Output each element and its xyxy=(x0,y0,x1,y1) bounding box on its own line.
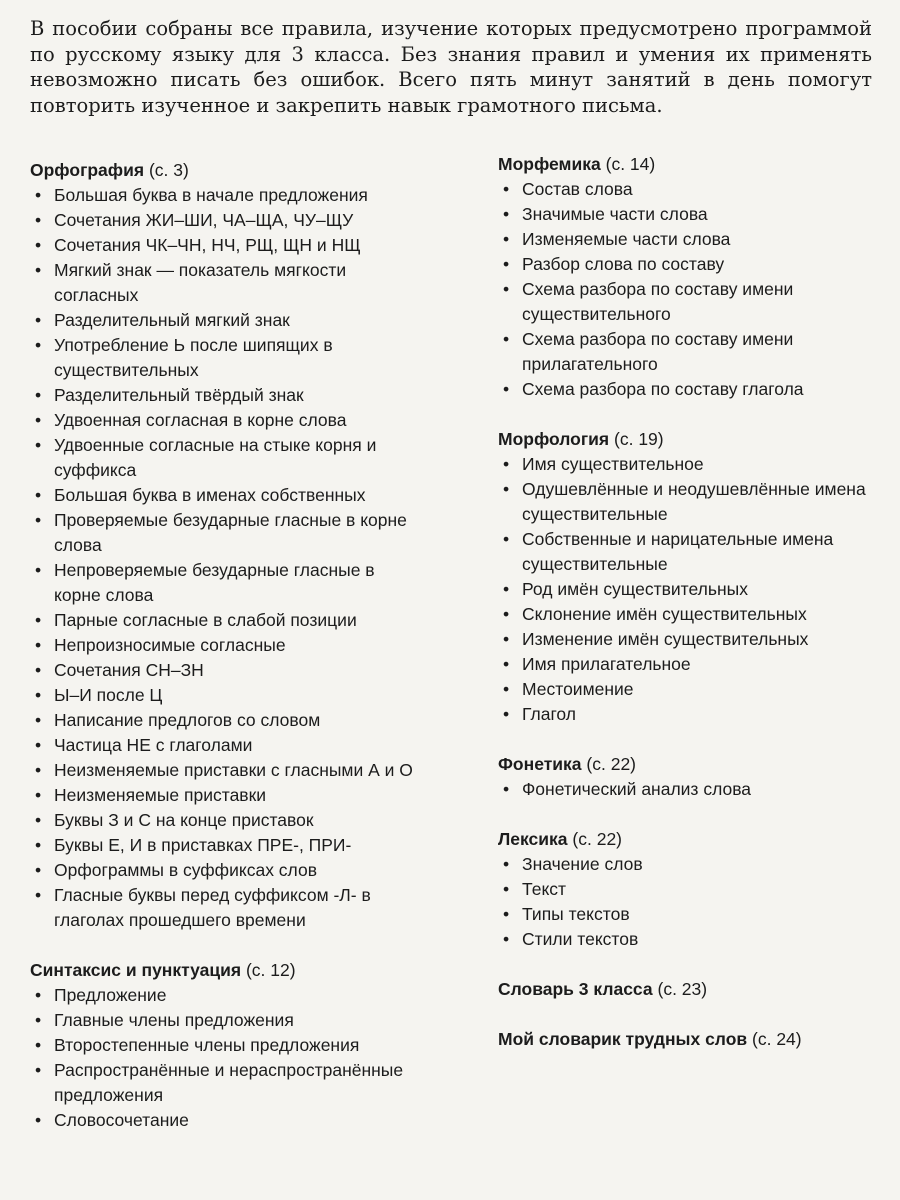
list-item xyxy=(30,433,404,483)
list-item xyxy=(498,452,888,477)
list-item xyxy=(498,202,888,227)
list-item xyxy=(30,333,374,383)
bullet-icon: • xyxy=(35,210,42,230)
list-item-text: Второстепенные члены предложения xyxy=(54,1035,360,1055)
bullet-icon: • xyxy=(35,810,42,830)
list-item xyxy=(30,758,470,783)
section-page-ref: (с. 22) xyxy=(586,754,637,774)
bullet-icon: • xyxy=(35,760,42,780)
list-item xyxy=(498,602,888,627)
list-item xyxy=(30,683,470,708)
section-page-ref: (с. 23) xyxy=(657,979,708,999)
bullet-icon: • xyxy=(503,254,510,274)
list-item-text: Парные согласные в слабой позиции xyxy=(54,610,357,630)
list-item xyxy=(498,877,888,902)
list-item xyxy=(30,708,470,733)
section-page-ref: (с. 22) xyxy=(572,829,623,849)
bullet-icon: • xyxy=(35,1060,42,1080)
list-item xyxy=(498,902,888,927)
list-item xyxy=(30,1058,454,1108)
list-item xyxy=(30,508,454,558)
bullet-icon: • xyxy=(35,1010,42,1030)
list-item xyxy=(30,558,414,608)
right-column xyxy=(498,152,888,1052)
left-column xyxy=(30,158,470,1133)
bullet-icon: • xyxy=(503,904,510,924)
list-item xyxy=(30,858,470,883)
list-item-text: Сочетания ЖИ–ШИ, ЧА–ЩА, ЧУ–ЩУ xyxy=(54,210,354,230)
section-syntax xyxy=(30,958,470,1133)
list-item xyxy=(498,227,888,252)
section-morphemics xyxy=(498,152,888,402)
bullet-icon: • xyxy=(35,985,42,1005)
section-title: Мой словарик трудных слов xyxy=(498,1029,748,1049)
section-heading xyxy=(30,958,470,983)
list-item-text: Разделительный твёрдый знак xyxy=(54,385,304,405)
list-item xyxy=(30,233,470,258)
bullet-icon: • xyxy=(35,260,42,280)
section-page-ref: (с. 19) xyxy=(614,429,664,449)
list-item-text: Орфограммы в суффиксах слов xyxy=(54,860,317,880)
list-item xyxy=(30,608,470,633)
list-item xyxy=(30,483,470,508)
bullet-icon: • xyxy=(35,860,42,880)
bullet-icon: • xyxy=(503,879,510,899)
section-spacer xyxy=(498,952,888,977)
list-item-text: Фонетический анализ слова xyxy=(522,779,752,799)
bullet-icon: • xyxy=(503,529,510,549)
topic-list xyxy=(30,983,470,1133)
list-item-text: Имя существительное xyxy=(522,454,704,474)
list-item-text: Буквы З и С на конце приставок xyxy=(54,810,314,830)
list-item-text: Одушевлённые и неодушевлённые имена существительные xyxy=(522,479,866,524)
list-item-text: Частица НЕ с глаголами xyxy=(54,735,253,755)
bullet-icon: • xyxy=(503,379,510,399)
section-spacer xyxy=(498,1002,888,1027)
section-orthography xyxy=(30,158,470,933)
list-item xyxy=(498,252,888,277)
bullet-icon: • xyxy=(35,685,42,705)
bullet-icon: • xyxy=(503,579,510,599)
section-dictionary xyxy=(498,977,888,1002)
list-item xyxy=(30,633,470,658)
section-title: Синтаксис и пунктуация xyxy=(30,960,242,980)
topic-list xyxy=(498,777,888,802)
list-item-text: Ы–И после Ц xyxy=(54,685,163,705)
list-item xyxy=(30,658,470,683)
list-item-text: Текст xyxy=(522,879,567,899)
section-spacer xyxy=(498,402,888,427)
list-item-text: Неизменяемые приставки с гласными А и О xyxy=(54,760,413,780)
bullet-icon: • xyxy=(503,479,510,499)
list-item xyxy=(498,377,888,402)
bullet-icon: • xyxy=(503,929,510,949)
list-item xyxy=(498,577,888,602)
section-page-ref: (с. 12) xyxy=(245,960,296,980)
section-title: Морфемика xyxy=(498,154,601,174)
list-item-text: Предложение xyxy=(54,985,167,1005)
topic-list xyxy=(30,183,470,933)
list-item xyxy=(498,852,888,877)
list-item-text: Значимые части слова xyxy=(522,204,708,224)
section-title: Словарь 3 класса xyxy=(498,979,653,999)
list-item xyxy=(498,927,888,952)
bullet-icon: • xyxy=(503,204,510,224)
list-item xyxy=(498,627,888,652)
list-item-text: Разбор слова по составу xyxy=(522,254,725,274)
bullet-icon: • xyxy=(35,735,42,755)
bullet-icon: • xyxy=(35,335,42,355)
list-item xyxy=(498,327,852,377)
bullet-icon: • xyxy=(35,610,42,630)
list-item-text: Большая буква в именах собственных xyxy=(54,485,366,505)
section-title: Орфография xyxy=(30,160,145,180)
list-item xyxy=(498,777,888,802)
list-item xyxy=(30,308,470,333)
section-phonetics xyxy=(498,752,888,802)
list-item-text: Местоимение xyxy=(522,679,634,699)
bullet-icon: • xyxy=(503,329,510,349)
list-item-text: Словосочетание xyxy=(54,1110,189,1130)
list-item-text: Типы текстов xyxy=(522,904,630,924)
bullet-icon: • xyxy=(35,560,42,580)
bullet-icon: • xyxy=(503,679,510,699)
bullet-icon: • xyxy=(35,1110,42,1130)
bullet-icon: • xyxy=(35,385,42,405)
list-item xyxy=(30,1008,470,1033)
section-morphology xyxy=(498,427,888,727)
list-item-text: Мягкий знак — показатель мягкости согласных xyxy=(54,260,347,305)
list-item xyxy=(498,677,888,702)
list-item-text: Гласные буквы перед суффиксом -Л- в глаголах прошедшего времени xyxy=(54,885,371,930)
list-item-text: Схема разбора по составу имени прилагательного xyxy=(522,329,794,374)
list-item-text: Схема разбора по составу имени существительного xyxy=(522,279,794,324)
list-item-text: Глагол xyxy=(522,704,576,724)
bullet-icon: • xyxy=(503,779,510,799)
list-item-text: Имя прилагательное xyxy=(522,654,691,674)
section-page-ref: (с. 3) xyxy=(148,160,189,180)
list-item xyxy=(498,277,852,327)
list-item-text: Буквы Е, И в приставках ПРЕ-, ПРИ- xyxy=(54,835,352,855)
list-item-text: Распространённые и нераспространённые предложения xyxy=(54,1060,404,1105)
section-page-ref: (с. 14) xyxy=(605,154,656,174)
bullet-icon: • xyxy=(35,310,42,330)
list-item xyxy=(30,1108,470,1133)
list-item-text: Изменяемые части слова xyxy=(522,229,731,249)
section-heading xyxy=(30,158,470,183)
bullet-icon: • xyxy=(503,704,510,724)
section-heading xyxy=(498,827,888,852)
list-item-text: Значение слов xyxy=(522,854,643,874)
list-item-text: Непроверяемые безударные гласные в корне слова xyxy=(54,560,375,605)
list-item xyxy=(30,733,470,758)
list-item-text: Изменение имён существительных xyxy=(522,629,809,649)
bullet-icon: • xyxy=(503,179,510,199)
list-item-text: Сочетания СН–ЗН xyxy=(54,660,204,680)
bullet-icon: • xyxy=(35,835,42,855)
list-item-text: Разделительный мягкий знак xyxy=(54,310,290,330)
bullet-icon: • xyxy=(503,629,510,649)
list-item xyxy=(30,983,470,1008)
list-item-text: Стили текстов xyxy=(522,929,639,949)
bullet-icon: • xyxy=(35,485,42,505)
section-heading xyxy=(498,752,888,777)
list-item-text: Непроизносимые согласные xyxy=(54,635,286,655)
section-heading xyxy=(498,1027,888,1052)
list-item-text: Склонение имён существительных xyxy=(522,604,807,624)
list-item xyxy=(30,258,384,308)
list-item-text: Сочетания ЧК–ЧН, НЧ, РЩ, ЩН и НЩ xyxy=(54,235,361,255)
list-item-text: Написание предлогов со словом xyxy=(54,710,321,730)
section-heading xyxy=(498,977,888,1002)
list-item-text: Главные члены предложения xyxy=(54,1010,294,1030)
section-heading xyxy=(498,427,888,452)
list-item xyxy=(498,702,888,727)
bullet-icon: • xyxy=(503,229,510,249)
bullet-icon: • xyxy=(35,235,42,255)
bullet-icon: • xyxy=(35,435,42,455)
bullet-icon: • xyxy=(503,279,510,299)
list-item-text: Собственные и нарицательные имена существительные xyxy=(522,529,834,574)
topic-list xyxy=(498,852,888,952)
section-spacer xyxy=(498,802,888,827)
list-item xyxy=(30,408,470,433)
list-item xyxy=(30,208,470,233)
list-item xyxy=(498,652,888,677)
bullet-icon: • xyxy=(35,785,42,805)
list-item xyxy=(30,883,414,933)
bullet-icon: • xyxy=(503,854,510,874)
list-item-text: Удвоенная согласная в корне слова xyxy=(54,410,347,430)
section-hard-words xyxy=(498,1027,888,1052)
bullet-icon: • xyxy=(503,654,510,674)
intro-paragraph: В пособии собраны все правила, изучение которых предусмотрено программой по русскому языку для 3 класса. Без знания правил и умения их применять невозможно писать без ошибок. Всего пять минут занятий в день помогут повторить изученное и закрепить навык грамотного письма. xyxy=(30,17,872,117)
list-item-text: Неизменяемые приставки xyxy=(54,785,267,805)
list-item-text: Род имён существительных xyxy=(522,579,748,599)
section-title: Морфология xyxy=(498,429,610,449)
bullet-icon: • xyxy=(503,604,510,624)
bullet-icon: • xyxy=(503,454,510,474)
list-item-text: Употребление Ь после шипящих в существительных xyxy=(54,335,333,380)
list-item xyxy=(30,833,470,858)
topic-list xyxy=(498,177,888,402)
list-item xyxy=(498,527,882,577)
list-item xyxy=(30,183,470,208)
topic-list xyxy=(498,452,888,727)
bullet-icon: • xyxy=(35,635,42,655)
section-spacer xyxy=(30,933,470,958)
list-item xyxy=(30,783,470,808)
list-item-text: Удвоенные согласные на стыке корня и суффикса xyxy=(54,435,377,480)
bullet-icon: • xyxy=(35,1035,42,1055)
bullet-icon: • xyxy=(35,710,42,730)
section-heading xyxy=(498,152,888,177)
section-title: Лексика xyxy=(498,829,568,849)
bullet-icon: • xyxy=(35,410,42,430)
list-item xyxy=(30,1033,470,1058)
bullet-icon: • xyxy=(35,885,42,905)
list-item xyxy=(30,383,470,408)
bullet-icon: • xyxy=(35,660,42,680)
section-page-ref: (с. 24) xyxy=(752,1029,802,1049)
bullet-icon: • xyxy=(35,185,42,205)
section-spacer xyxy=(498,727,888,752)
list-item-text: Большая буква в начале предложения xyxy=(54,185,368,205)
list-item xyxy=(30,808,470,833)
section-lexicon xyxy=(498,827,888,952)
list-item-text: Проверяемые безударные гласные в корне слова xyxy=(54,510,407,555)
list-item xyxy=(498,177,888,202)
list-item xyxy=(498,477,888,527)
bullet-icon: • xyxy=(35,510,42,530)
list-item-text: Состав слова xyxy=(522,179,633,199)
section-title: Фонетика xyxy=(498,754,582,774)
list-item-text: Схема разбора по составу глагола xyxy=(522,379,804,399)
